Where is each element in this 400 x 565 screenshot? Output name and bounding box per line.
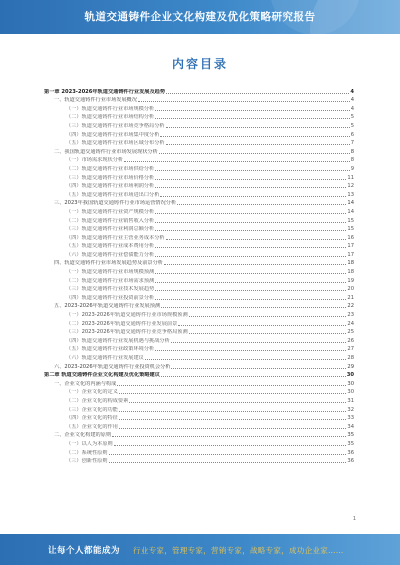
toc-entry[interactable] [44,224,354,233]
toc-entry-page: 34 [347,423,354,430]
toc-dot-leader [109,462,347,463]
toc-entry[interactable] [44,370,354,379]
toc-dot-leader [109,454,347,455]
toc-entry[interactable] [44,86,354,95]
toc-entry[interactable] [44,456,354,465]
toc-entry[interactable] [44,284,354,293]
toc-entry[interactable] [44,344,354,353]
toc-entry-title: （四）轨道交通铸件行业市场利润分析 [66,183,155,190]
toc-entry[interactable] [44,266,354,275]
toc-entry-title: （一）市场需求现状分析 [66,157,124,164]
toc-entry-title: 五、2023-2026年轨道交通铸件行业发展预测 [54,303,161,310]
toc-dot-leader [119,393,347,394]
toc-entry-title: 第一章 2023-2026年轨道交通铸件行业发展及趋势 [44,88,166,95]
toc-entry-title: （五）轨道交通铸件行业市场进出口分析 [66,191,160,198]
toc-entry-title: （四）轨道交通铸件行业发展机遇与挑战分析 [66,337,170,344]
toc-dot-leader [155,273,346,274]
toc-entry-page: 11 [347,174,354,181]
toc-entry-page: 17 [347,243,354,250]
toc-dot-leader [155,110,349,111]
toc-entry-page: 4 [350,88,354,95]
toc-entry-page: 30 [346,372,354,379]
toc-dot-leader [160,196,346,197]
toc-entry-title: （一）轨道交通铸件行业市场规模预测 [66,269,155,276]
toc-entry-title: （三）轨道交通铸件行业利润总额分析 [66,226,155,233]
toc-entry[interactable] [44,413,354,422]
toc-dot-leader [171,368,346,369]
toc-entry-title: （二）系统性原则 [66,449,108,456]
toc-entry-title: （二）轨道交通铸件行业市场需求预测 [66,277,155,284]
toc-entry-page: 27 [347,346,354,353]
toc-entry[interactable] [44,181,354,190]
toc-dot-leader [166,144,350,145]
toc-dot-leader [119,428,347,429]
toc-entry-page: 5 [350,114,354,121]
toc-entry-page: 35 [347,432,354,439]
toc-entry-title: （一）轨道交通铸件行业市场规模分析 [66,105,155,112]
toc-entry-page: 23 [347,312,354,319]
toc-entry-title: （一）以人为本原则 [66,440,113,447]
toc-entry[interactable] [44,447,354,456]
toc-entry-title: （五）轨道交通铸件行业成本费用分析 [66,243,155,250]
toc-heading: 内容目录 [171,57,228,71]
toc-dot-leader [177,204,346,205]
toc-entry[interactable] [44,232,354,241]
toc-dot-leader [189,316,347,317]
toc-dot-leader [166,127,350,128]
toc-entry-title: （四）轨道交通铸件行业主营业务成本分析 [66,234,165,241]
toc-dot-leader [155,256,346,257]
report-title: 轨道交通铸件企业文化构建及优化策略研究报告 [84,11,316,23]
toc-entry[interactable] [44,172,354,181]
toc-entry-page: 32 [347,406,354,413]
toc-entry-page: 31 [347,397,354,404]
toc-entry[interactable] [44,206,354,215]
toc-entry-page: 12 [347,183,354,190]
toc-entry-title: （六）轨道交通铸件行业偿债能力分析 [66,251,155,258]
toc-entry[interactable] [44,309,354,318]
toc-dot-leader [119,419,347,420]
toc-entry-title: （五）轨道交通铸件行业政策环境分析 [66,346,155,353]
toc-entry[interactable] [44,215,354,224]
toc-dot-leader [161,307,346,308]
toc-entry[interactable] [44,292,354,301]
toc-dot-leader [155,179,346,180]
toc-entry[interactable] [44,275,354,284]
toc-entry-title: （三）轨道交通铸件行业技术发展趋势 [66,286,155,293]
toc-entry[interactable] [44,103,354,112]
toc-entry[interactable] [44,352,354,361]
toc-dot-leader [155,118,349,119]
toc-dot-leader [178,325,346,326]
toc-entry[interactable] [44,430,354,439]
toc-entry-page: 22 [347,303,354,310]
toc-entry[interactable] [44,327,354,336]
toc-dot-leader [161,376,346,377]
toc-entry-title: （三）轨道交通铸件行业市场竞争格局分析 [66,122,165,129]
toc-dot-leader [155,213,346,214]
toc-entry[interactable] [44,378,354,387]
toc-entry-title: （一）企业文化的定义 [66,389,118,396]
toc-entry-title: （一）轨道交通铸件行业资产规模分析 [66,208,155,215]
toc-entry-title: （五）企业文化的作用 [66,423,118,430]
toc-entry-title: （三）2023-2026年轨道交通铸件行业竞争格局预测 [66,329,188,336]
toc-entry[interactable] [44,163,354,172]
toc-entry-page: 26 [347,337,354,344]
toc-dot-leader [145,359,347,360]
toc-entry-page: 4 [350,105,354,112]
toc-entry-page: 30 [347,389,354,396]
toc-entry[interactable] [44,404,354,413]
toc-entry-page: 29 [347,363,354,370]
toc-entry-page: 14 [347,208,354,215]
toc-entry[interactable] [44,198,354,207]
toc-entry-page: 9 [350,165,354,172]
toc-entry[interactable] [44,301,354,310]
toc-entry-title: （三）轨道交通铸件行业市场价格分析 [66,174,155,181]
toc-dot-leader [155,230,346,231]
toc-dot-leader [129,402,346,403]
toc-entry-page: 24 [347,320,354,327]
toc-dot-leader [164,264,346,265]
toc-entry-title: 一、轨道交通铸件行业市场发展概况 [54,97,138,104]
toc-dot-leader [155,282,346,283]
toc-entry[interactable] [44,421,354,430]
toc-dot-leader [112,436,346,437]
toc-dot-leader [155,170,349,171]
toc-entry-page: 17 [347,251,354,258]
toc-entry[interactable] [44,258,354,267]
toc-dot-leader [155,299,346,300]
toc-entry-page: 36 [347,458,354,465]
toc-dot-leader [155,290,346,291]
toc-entry[interactable] [44,120,354,129]
toc-entry[interactable] [44,95,354,104]
toc-dot-leader [124,161,350,162]
toc-entry[interactable] [44,146,354,155]
toc-entry-title: （三）企业文化的功能 [66,406,118,413]
toc-entry-page: 15 [347,217,354,224]
toc-entry-page: 8 [350,157,354,164]
toc-entry[interactable] [44,138,354,147]
toc-entry-title: （四）轨道交通铸件行业市场集中度分析 [66,131,160,138]
footer-tagline: 行业专家，管理专家，营销专家，战略专家，成功企业家…… [133,546,344,555]
toc-entry-page: 19 [347,277,354,284]
toc-entry-page: 18 [347,269,354,276]
toc-dot-leader [171,342,347,343]
toc-dot-leader [155,187,346,188]
toc-entry-page: 8 [350,148,354,155]
footer-slogan: 让每个人都能成为 [48,546,121,556]
toc-entry[interactable] [44,318,354,327]
toc-entry-page: 4 [350,97,354,104]
toc-entry[interactable] [44,112,354,121]
toc-entry[interactable] [44,129,354,138]
toc-entry-page: 16 [347,234,354,241]
toc-dot-leader [155,350,346,351]
toc-entry[interactable] [44,241,354,250]
toc-dot-leader [114,445,347,446]
toc-entry-title: （二）2023-2026年轨道交通铸件行业发展前景 [66,320,178,327]
toc-entry-title: （二）企业文化的构成要素 [66,397,129,404]
toc-entry-title: 一、企业文化的内涵与构成 [54,380,117,387]
toc-entry-page: 25 [347,329,354,336]
page-number: 1 [352,516,356,522]
toc-entry-title: （一）2023-2026年轨道交通铸件行业市场规模预测 [66,312,188,319]
toc-entry-title: （四）轨道交通铸件行业投资前景分析 [66,294,155,301]
toc-entry-title: （二）轨道交通铸件行业市场结构分析 [66,114,155,121]
toc-entry-title: （五）轨道交通铸件行业市场区域分布分析 [66,140,165,147]
toc-dot-leader [138,101,350,102]
toc-dot-leader [159,153,350,154]
toc-entry[interactable] [44,189,354,198]
toc-entry-page: 21 [347,294,354,301]
toc-dot-leader [117,385,346,386]
toc-dot-leader [189,333,347,334]
toc-entry-page: 35 [347,440,354,447]
toc-entry-title: 第二章 轨道交通铸件企业文化构建及优化策略建议 [44,372,160,379]
footer-banner [0,534,400,565]
toc-dot-leader [155,247,346,248]
toc-entry-title: （三）创新性原则 [66,458,108,465]
toc-entry-page: 33 [347,415,354,422]
toc-entry-title: 三、2023年我国轨道交通铸件行业市场运营情况分析 [54,200,177,207]
toc-entry-page: 14 [347,200,354,207]
toc-entry-title: （二）轨道交通铸件行业市场供给分析 [66,165,155,172]
toc-entry-page: 20 [347,286,354,293]
toc-entry[interactable] [44,335,354,344]
toc-dot-leader [166,239,347,240]
toc-entry-page: 6 [350,131,354,138]
toc-entry[interactable] [44,249,354,258]
header-banner [0,0,400,34]
toc-entry-page: 7 [350,140,354,147]
toc-dot-leader [160,136,349,137]
toc-entry-title: 六、2023-2026年轨道交通铸件行业投资机会分析 [54,363,171,370]
toc-entry-title: （二）轨道交通铸件行业销售收入分析 [66,217,155,224]
toc-entry-title: （四）企业文化的特征 [66,415,118,422]
toc-dot-leader [155,222,346,223]
toc-entry-title: （六）轨道交通铸件行业发展建议 [66,355,144,361]
toc-entry[interactable] [44,155,354,164]
table-of-contents [44,86,354,464]
toc-entry-page: 15 [347,226,354,233]
toc-entry-page: 5 [350,122,354,129]
toc-entry-page: 36 [347,449,354,456]
toc-entry-title: 二、企业文化构建的原则 [54,432,112,439]
toc-entry[interactable] [44,387,354,396]
toc-dot-leader [119,411,347,412]
toc-entry-title: 二、我国轨道交通铸件行业市场发展现状分析 [54,148,158,155]
toc-dot-leader [166,93,349,94]
toc-entry[interactable] [44,361,354,370]
toc-entry-page: 28 [347,355,354,361]
toc-entry[interactable] [44,438,354,447]
toc-entry-title: 四、轨道交通铸件行业市场发展趋势及前景分析 [54,260,163,267]
toc-entry-page: 13 [347,191,354,198]
toc-entry-page: 18 [347,260,354,267]
toc-entry-page: 30 [347,380,354,387]
toc-entry[interactable] [44,395,354,404]
